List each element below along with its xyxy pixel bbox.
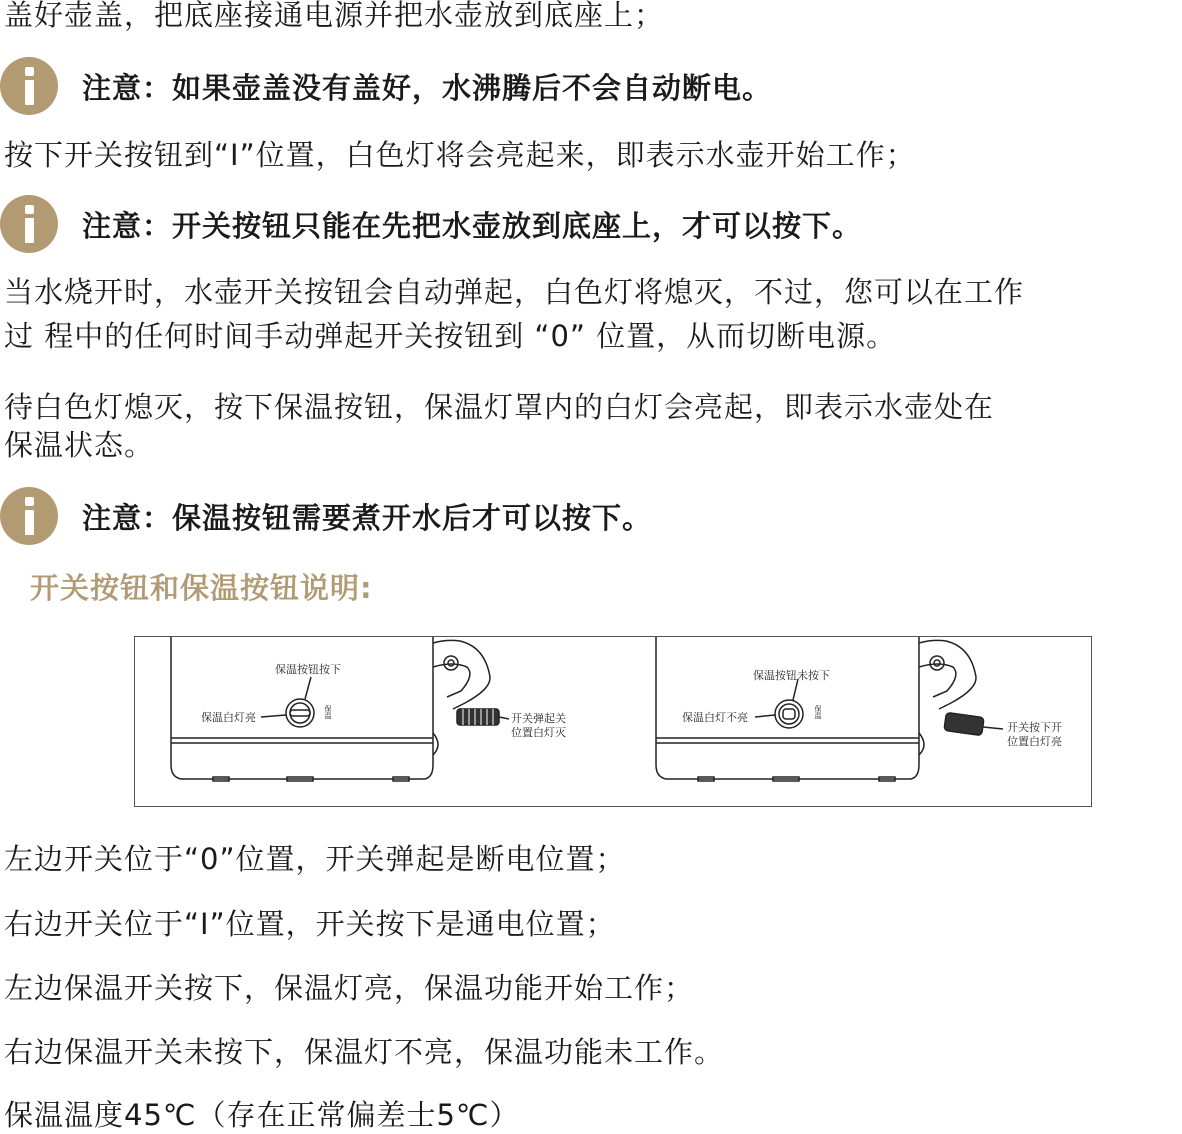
- info-icon: [0, 195, 58, 253]
- right-warm-light-label: 保温白灯不亮: [682, 711, 748, 724]
- note-2-text: 注意：开关按钮只能在先把水壶放到底座上，才可以按下。: [82, 208, 863, 243]
- kettle-body-left: [171, 637, 433, 779]
- left-knob-text: 保温: [324, 705, 332, 719]
- info-icon: [0, 487, 58, 545]
- step-text-2: 按下开关按钮到“I”位置，白色灯将会亮起来，即表示水壶开始工作；: [4, 138, 916, 172]
- note-2: [0, 194, 862, 254]
- explanation-3: 左边保温开关按下，保温灯亮，保温功能开始工作；: [4, 971, 695, 1005]
- step-text-4b: 保温状态。: [4, 428, 155, 462]
- left-switch-label-1: 开关弹起关: [511, 712, 566, 725]
- kettle-figure: [134, 636, 1092, 807]
- note-1: [0, 56, 772, 116]
- step-text-1: 盖好壶盖，把底座接通电源并把水壶放到底座上；: [4, 0, 665, 32]
- explanation-4: 右边保温开关未按下，保温灯不亮，保温功能未工作。: [4, 1035, 725, 1069]
- step-text-3b: 过 程中的任何时间手动弹起开关按钮到 “0” 位置，从而切断电源。: [4, 319, 897, 353]
- note-1-text: 注意：如果壶盖没有盖好，水沸腾后不会自动断电。: [82, 70, 773, 105]
- right-switch-label-1: 开关按下开: [1007, 721, 1062, 734]
- explanation-5: 保温温度45℃（存在正常偏差士5℃）: [4, 1098, 520, 1132]
- left-warm-light-label: 保温白灯亮: [201, 711, 256, 724]
- note-3: [0, 486, 652, 546]
- explanation-1: 左边开关位于“0”位置，开关弹起是断电位置；: [4, 842, 626, 876]
- right-switch-label-2: 位置白灯亮: [1007, 735, 1062, 748]
- step-text-4a: 待白色灯熄灭，按下保温按钮，保温灯罩内的白灯会亮起，即表示水壶处在: [4, 390, 995, 424]
- explanation-2: 右边开关位于“I”位置，开关按下是通电位置；: [4, 907, 616, 941]
- note-3-text: 注意：保温按钮需要煮开水后才可以按下。: [82, 500, 653, 535]
- section-heading: 开关按钮和保温按钮说明:: [30, 571, 373, 605]
- right-warm-button-label: 保温按钮未按下: [753, 669, 830, 682]
- info-icon: [0, 57, 58, 115]
- left-switch-label-2: 位置白灯灭: [511, 726, 566, 739]
- step-text-3a: 当水烧开时，水壶开关按钮会自动弹起，白色灯将熄灭，不过，您可以在工作: [4, 275, 1025, 309]
- kettle-body-right: [656, 637, 919, 779]
- right-knob-text: 保温: [814, 705, 822, 719]
- left-warm-button-label: 保温按钮按下: [275, 663, 341, 676]
